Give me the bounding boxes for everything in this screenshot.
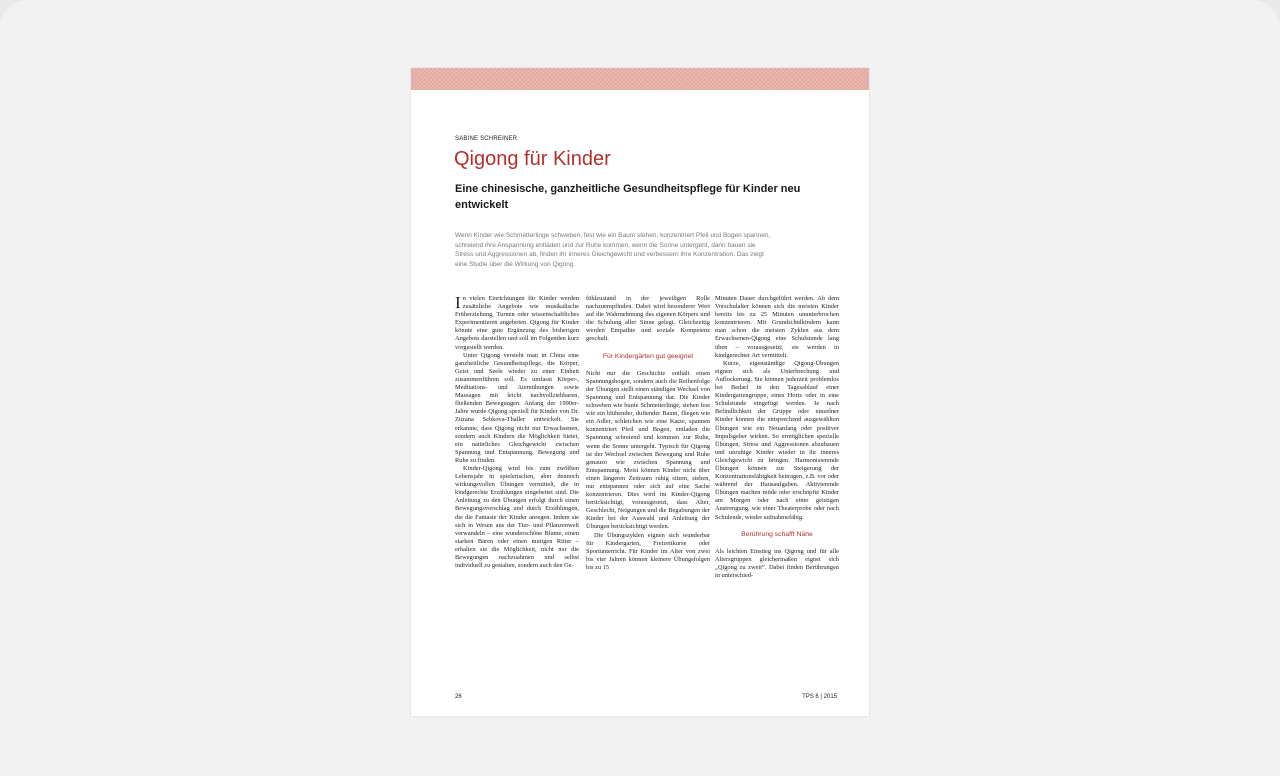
article-lead: Wenn Kinder wie Schmetterlinge schweben, fest wie ein Baum stehen, konzentriert Pfeil und Bogen spannen, schreiend ihre Anspannung entladen und zur Ruhe kommen, wenn die Sonne untergeht, dann bauen sie Stress und Aggressionen ab, finden ihr inneres Gleichgewicht und verbessern ihre Konzentration. Das zeigt eine Studie über die Wirkung von Qigong. bbox=[455, 232, 771, 268]
drop-cap: I bbox=[455, 295, 461, 312]
text-column-1 bbox=[455, 295, 579, 687]
paragraph: Nicht nur die Geschichte enthält einen Spannungsbogen, sondern auch die Reihenfolge der Übungen stellt einen ständigen Wechsel von Spannung und Entspannung dar. Die Kinder schweben wie bunte Schmetterlinge, stehen fest wie ein blühender, duftender Baum, fliegen wie ein Adler, schleichen wie eine Katze, spannen konzentriert Pfeil und Bogen, entladen die Spannung schreiend und kommen zur Ruhe, wenn die Sonne untergeht. Typisch für Qigong ist der Wechsel zwischen Bewegung und Ruhe genauso wie zwischen Spannung und Entspannung. Meist können Kinder nicht über einen längeren Zeitraum ruhig sitzen, stehen, nur entspannen oder sich auf eine Sache konzentrieren. Dies wird im Kinder-Qigong berücksichtigt, vorausgesetzt, dass Alter, Geschlecht, Neigungen und die Begabungen der Kinder bei der Auswahl und Anleitung der Übungen berücksichtigt werden. bbox=[586, 369, 710, 531]
section-heading: Für Kindergärten gut geeignet bbox=[602, 352, 694, 360]
paragraph: Die Übungszyklen eignen sich wunderbar für Kindergarten, Freizeitkurse oder Sportunterricht. Für Kinder im Alter von zwei bis vier Jahren können kleinere Übungsfolgen bis zu 15 bbox=[586, 531, 710, 571]
header-band bbox=[411, 68, 869, 90]
paragraph-text: n vielen Einrichtungen für Kinder werden zusätzliche Angebote wie musikalische Früherziehung, Turnen oder wissenschaftliches Experimentieren angeboten. Qigong für Kinder könnte eine gute Ergänzung des bisherigen Angebots darstellen und soll im Folgenden kurz vorgestellt werden. bbox=[455, 295, 579, 351]
paragraph: Als leichten Einstieg ins Qigong und für alle Altersgruppen gleichermaßen eignet sich „Qigong zu zweit“. Dabei finden Berührungen in unterschied- bbox=[715, 547, 839, 579]
paragraph: Kinder-Qigong wird bis zum zwölften Lebensjahr in spielerischen, aber dennoch wirkungsvollen Übungen vermittelt, die in kindgerechte Erzählungen eingebettet sind. Die Anleitung zu den Übungen erfolgt durch einen Bewegungsvorschlag und durch Erzählungen, die die Fantasie der Kinder anregen. Indem sie sich in Wesen aus der Tier- und Pflanzenwelt verwandeln – eine wunderschöne Blume, einen starken Bären oder einen mutigen Ritter – erhalten sie die Möglichkeit, nicht nur die Bewegungen nachzuahmen und selbst individuell zu gestalten, sondern auch den Ge- bbox=[455, 464, 579, 570]
text-column-3 bbox=[715, 295, 839, 687]
issue-label: TPS 6 | 2015 bbox=[802, 694, 837, 700]
author-name: SABINE SCHREINER bbox=[455, 136, 518, 142]
paragraph bbox=[455, 295, 579, 352]
page-number: 26 bbox=[455, 694, 462, 700]
document-page bbox=[411, 68, 869, 716]
paragraph: Kurze, eigenständige Qigong-Übungen eignen sich als Unterbrechung und Auflockerung. Sie können jederzeit problemlos bei Bedarf in den Tagesablauf einer Kindergartengruppe, eines Horts oder in eine Schulstunde eingefügt werden. Je nach Befindlichkeit der Gruppe oder einzelner Kinder können die entsprechend ausgewählten Übungen wie ein Neuanfang oder positiver Impulsgeber wirken. So ermöglichen spezielle Übungen, Stress und Aggressionen abzubauen und unruhige Kinder wieder in ihr inneres Gleichgewicht zu bringen. Harmonisierende Übungen können zur Steigerung der Konzentrationsfähigkeit beitragen, z.B. vor oder während der Hausaufgaben. Aktivierende Übungen machen müde oder erschöpfte Kinder am Morgen oder nach einer geistigen Anstrengung, wie einer Theaterprobe oder nach Schulende, wieder aufnahmefähig. bbox=[715, 359, 839, 521]
text-column-2 bbox=[586, 295, 710, 687]
paragraph: Unter Qigong versteht man in China eine ganzheitliche Gesundheitspflege, die Körper, Geist und Seele wieder zu einer Einheit zusammenführen soll. Es umfasst Körper-, Meditations- und Atemübungen sowie Massagen mit leicht nachvollziehbaren, fließenden Bewegungen. Anfang der 1990er-Jahre wurde Qigong speziell für Kinder von Dr. Zuzana Sebkova-Thaller entwickelt. Sie erkannte, dass Qigong nicht nur Erwachsenen, sondern auch Kindern die Möglichkeit bietet, ein natürliches Gleichgewicht zwischen Spannung und Entspannung, Bewegung und Ruhe zu finden. bbox=[455, 351, 579, 464]
article-title: Qigong für Kinder bbox=[454, 148, 611, 170]
paragraph: Minuten Dauer durchgeführt werden. Ab dem Vorschulalter können sich die meisten Kinder bereits bis zu 25 Minuten ununterbrochen konzentrieren. Mit Grundschulkindern kann man schon die meisten Zyklen aus dem Erwachsenen-Qigong eine Schulstunde lang üben – vorausgesetzt, sie werden in kindgerechter Art vermittelt. bbox=[715, 295, 839, 359]
section-heading: Berührung schafft Nähe bbox=[741, 530, 813, 538]
paragraph: fühlzustand in der jeweiligen Rolle nachzuempfinden. Dabei wird besonderer Wert auf die Wahrnehmung des eigenen Körpers und die Schulung aller Sinne gelegt. Gleichzeitig werden Empathie und soziale Kompetenz geschult. bbox=[586, 295, 710, 343]
article-subtitle: Eine chinesische, ganzheitliche Gesundheitspflege für Kinder neu entwickelt bbox=[455, 183, 801, 211]
